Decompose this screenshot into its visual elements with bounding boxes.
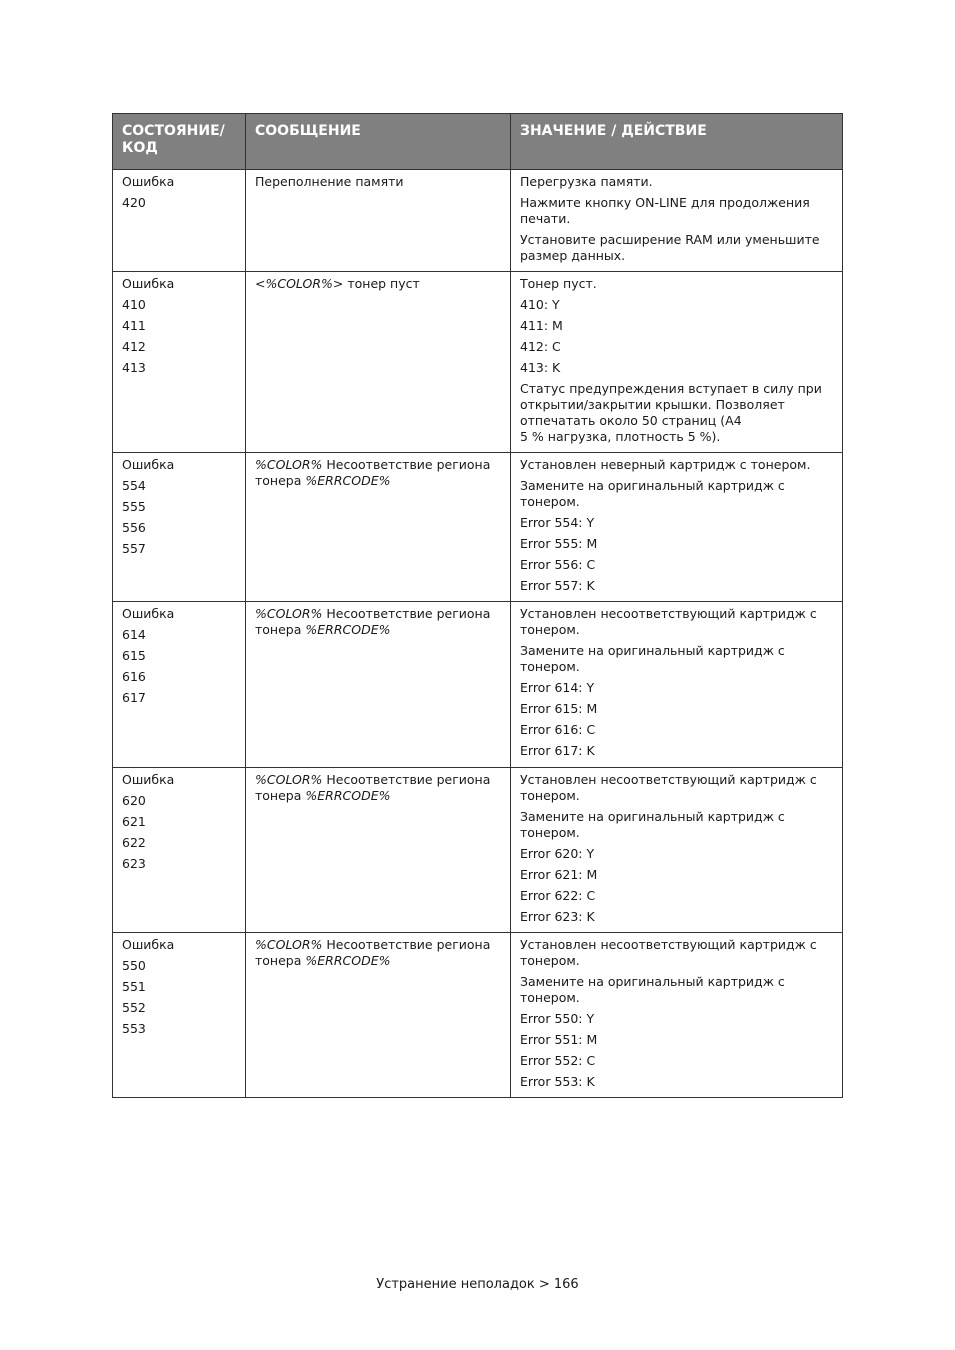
error-code: 615: [122, 648, 146, 663]
error-code: 411: [122, 318, 146, 333]
message-text: Несоответствие региона тонера: [255, 772, 491, 803]
table-row: [113, 602, 843, 768]
action-line: Установлен несоответствующий картридж с тонером.: [520, 606, 817, 637]
message-text: Несоответствие региона тонера: [255, 937, 491, 968]
error-code: 620: [122, 793, 146, 808]
message-variable: %ERRCODE%: [305, 953, 391, 968]
error-code: 410: [122, 297, 146, 312]
message-cell: [246, 602, 511, 768]
action-cell: [511, 453, 843, 602]
error-code: 616: [122, 669, 146, 684]
action-line: Error 550: Y: [520, 1011, 595, 1026]
action-line: Установлен несоответствующий картридж с тонером.: [520, 937, 817, 968]
status-code-cell: [113, 933, 246, 1098]
action-line: 412: C: [520, 339, 561, 354]
message-variable: %COLOR%: [255, 457, 323, 472]
action-line: Error 623: K: [520, 909, 595, 924]
message-variable: %COLOR%: [255, 606, 323, 621]
message-cell: [246, 453, 511, 602]
error-code: 621: [122, 814, 146, 829]
header-message: СООБЩЕНИЕ: [246, 114, 511, 170]
message-variable: <%COLOR%>: [255, 276, 344, 291]
error-code: 420: [122, 195, 146, 210]
error-code: 617: [122, 690, 146, 705]
table-row: [113, 453, 843, 602]
page-footer: Устранение неполадок > 166: [376, 1277, 579, 1292]
action-line: Error 555: M: [520, 536, 598, 551]
error-code: 557: [122, 541, 146, 556]
table-row: [113, 170, 843, 272]
action-line: Установите расширение RAM или уменьшите размер данных.: [520, 232, 820, 263]
action-line: Тонер пуст.: [520, 276, 597, 291]
status-code-cell: [113, 768, 246, 933]
action-line: Error 622: C: [520, 888, 596, 903]
error-table: [112, 113, 843, 1098]
message-variable: %ERRCODE%: [305, 473, 391, 488]
header-meaning-action: ЗНАЧЕНИЕ / ДЕЙСТВИЕ: [511, 114, 843, 170]
error-code: 412: [122, 339, 146, 354]
error-code: 622: [122, 835, 146, 850]
status-code-cell: [113, 453, 246, 602]
message-text: Переполнение памяти: [255, 174, 404, 189]
action-line: Замените на оригинальный картридж с тонером.: [520, 643, 785, 674]
message-cell: [246, 170, 511, 272]
table-header-row: [113, 114, 843, 170]
status-label: Ошибка: [122, 937, 175, 952]
table-body: [113, 170, 843, 1098]
error-code: 551: [122, 979, 146, 994]
message-text: тонер пуст: [343, 276, 420, 291]
action-line: Error 556: C: [520, 557, 596, 572]
action-line: Статус предупреждения вступает в силу при открытии/закрытии крышки. Позволяет отпечатать около 50 страниц (А4 5 % нагрузка, плотность 5 %).: [520, 381, 822, 444]
message-text: Несоответствие региона тонера: [255, 457, 491, 488]
action-line: Перегрузка памяти.: [520, 174, 653, 189]
status-code-cell: [113, 272, 246, 453]
action-line: Установлен несоответствующий картридж с тонером.: [520, 772, 817, 803]
action-line: Error 615: M: [520, 701, 598, 716]
action-line: Нажмите кнопку ON-LINE для продолжения печати.: [520, 195, 810, 226]
table-row: [113, 768, 843, 933]
action-line: Error 557: K: [520, 578, 595, 593]
table-row: [113, 933, 843, 1098]
action-line: Error 614: Y: [520, 680, 595, 695]
error-code: 555: [122, 499, 146, 514]
action-line: Замените на оригинальный картридж с тонером.: [520, 478, 785, 509]
action-cell: [511, 933, 843, 1098]
action-line: Error 554: Y: [520, 515, 595, 530]
action-cell: [511, 602, 843, 768]
action-line: Error 617: K: [520, 743, 595, 758]
status-label: Ошибка: [122, 276, 175, 291]
table-row: [113, 272, 843, 453]
error-code: 552: [122, 1000, 146, 1015]
message-cell: [246, 768, 511, 933]
action-line: 411: M: [520, 318, 563, 333]
error-code: 553: [122, 1021, 146, 1036]
action-line: Установлен неверный картридж с тонером.: [520, 457, 811, 472]
status-label: Ошибка: [122, 772, 175, 787]
message-text: Несоответствие региона тонера: [255, 606, 491, 637]
message-cell: [246, 933, 511, 1098]
message-cell: [246, 272, 511, 453]
action-line: 410: Y: [520, 297, 560, 312]
action-line: 413: K: [520, 360, 561, 375]
message-variable: %ERRCODE%: [305, 788, 391, 803]
action-line: Error 551: M: [520, 1032, 598, 1047]
message-variable: %ERRCODE%: [305, 622, 391, 637]
error-code: 413: [122, 360, 146, 375]
action-cell: [511, 272, 843, 453]
action-line: Замените на оригинальный картридж с тонером.: [520, 974, 785, 1005]
message-variable: %COLOR%: [255, 937, 323, 952]
message-variable: %COLOR%: [255, 772, 323, 787]
error-code: 556: [122, 520, 146, 535]
action-line: Error 620: Y: [520, 846, 595, 861]
action-cell: [511, 170, 843, 272]
status-code-cell: [113, 602, 246, 768]
error-code: 623: [122, 856, 146, 871]
action-line: Error 552: C: [520, 1053, 596, 1068]
status-label: Ошибка: [122, 457, 175, 472]
error-code: 554: [122, 478, 146, 493]
status-label: Ошибка: [122, 174, 175, 189]
action-line: Error 621: M: [520, 867, 598, 882]
action-cell: [511, 768, 843, 933]
action-line: Error 616: C: [520, 722, 596, 737]
action-line: Замените на оригинальный картридж с тонером.: [520, 809, 785, 840]
action-line: Error 553: K: [520, 1074, 595, 1089]
error-code: 550: [122, 958, 146, 973]
header-status-code: СОСТОЯНИЕ/ КОД: [113, 114, 246, 170]
error-code: 614: [122, 627, 146, 642]
status-code-cell: [113, 170, 246, 272]
status-label: Ошибка: [122, 606, 175, 621]
